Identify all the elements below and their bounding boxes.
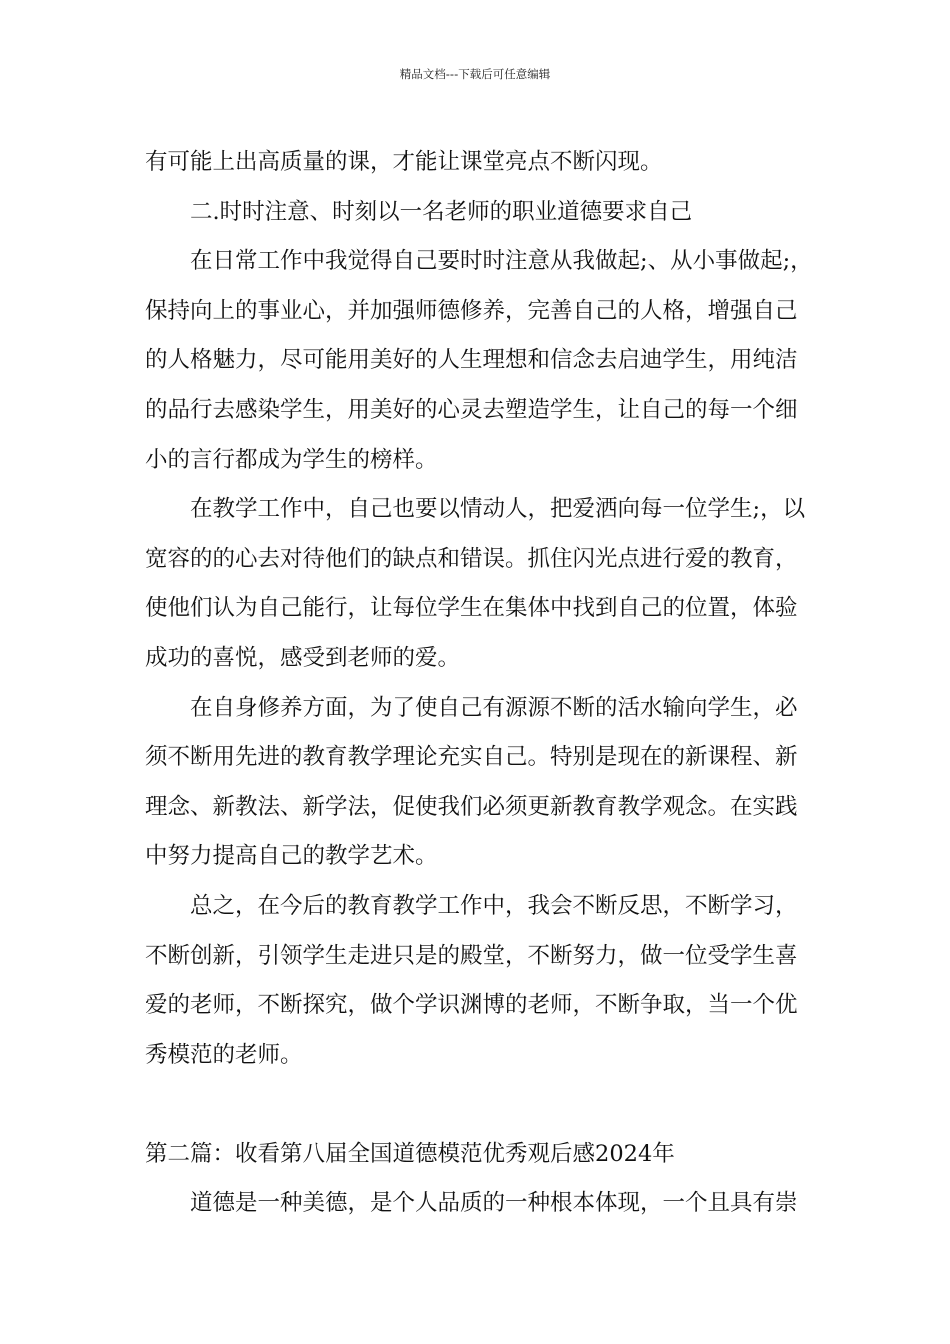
section-title: 第二篇：收看第八届全国道德模范优秀观后感2024年 [145, 1140, 675, 1167]
paragraph-line: 不断创新，引领学生走进只是的殿堂，不断努力，做一位受学生喜 [145, 942, 798, 969]
paragraph-line: 在日常工作中我觉得自己要时时注意从我做起;、从小事做起;， [190, 248, 813, 275]
section-spacer [145, 1080, 825, 1130]
paragraph-line: 爱的老师，不断探究，做个学识渊博的老师，不断争取，当一个优 [145, 992, 798, 1019]
paragraph-line: 的人格魅力，尽可能用美好的人生理想和信念去启迪学生，用纯洁 [145, 347, 798, 374]
paragraph-line: 理念、新教法、新学法，促使我们必须更新教育教学观念。在实践 [145, 793, 798, 820]
paragraph-line: 使他们认为自己能行，让每位学生在集体中找到自己的位置，体验 [145, 595, 798, 622]
paragraph-line: 小的言行都成为学生的榜样。 [145, 446, 438, 473]
paragraph-line: 有可能上出高质量的课，才能让课堂亮点不断闪现。 [145, 149, 663, 175]
paragraph-line: 的品行去感染学生，用美好的心灵去塑造学生，让自己的每一个细 [145, 396, 798, 423]
paragraph-line: 宽容的的心去对待他们的缺点和错误。抓住闪光点进行爱的教育， [145, 545, 798, 572]
paragraph-line: 秀模范的老师。 [145, 1041, 303, 1068]
paragraph-line: 道德是一种美德，是个人品质的一种根本体现，一个且具有崇 [190, 1190, 798, 1217]
paragraph-line: 在自身修养方面，为了使自己有源源不断的活水输向学生，必 [190, 694, 798, 721]
paragraph-line: 在教学工作中，自己也要以情动人，把爱洒向每一位学生;，以 [190, 496, 806, 523]
paragraph-line: 须不断用先进的教育教学理论充实自己。特别是现在的新课程、新 [145, 744, 798, 771]
document-body [145, 138, 825, 1229]
paragraph-line: 保持向上的事业心，并加强师德修养，完善自己的人格，增强自己 [145, 297, 798, 324]
paragraph-line: 中努力提高自己的教学艺术。 [145, 843, 438, 870]
section-heading: 二.时时注意、时刻以一名老师的职业道德要求自己 [190, 198, 693, 225]
paragraph-line: 成功的喜悦，感受到老师的爱。 [145, 644, 461, 671]
page-header: 精品文档---下载后可任意编辑 [399, 67, 551, 81]
paragraph-line: 总之，在今后的教育教学工作中，我会不断反思，不断学习， [190, 892, 798, 919]
